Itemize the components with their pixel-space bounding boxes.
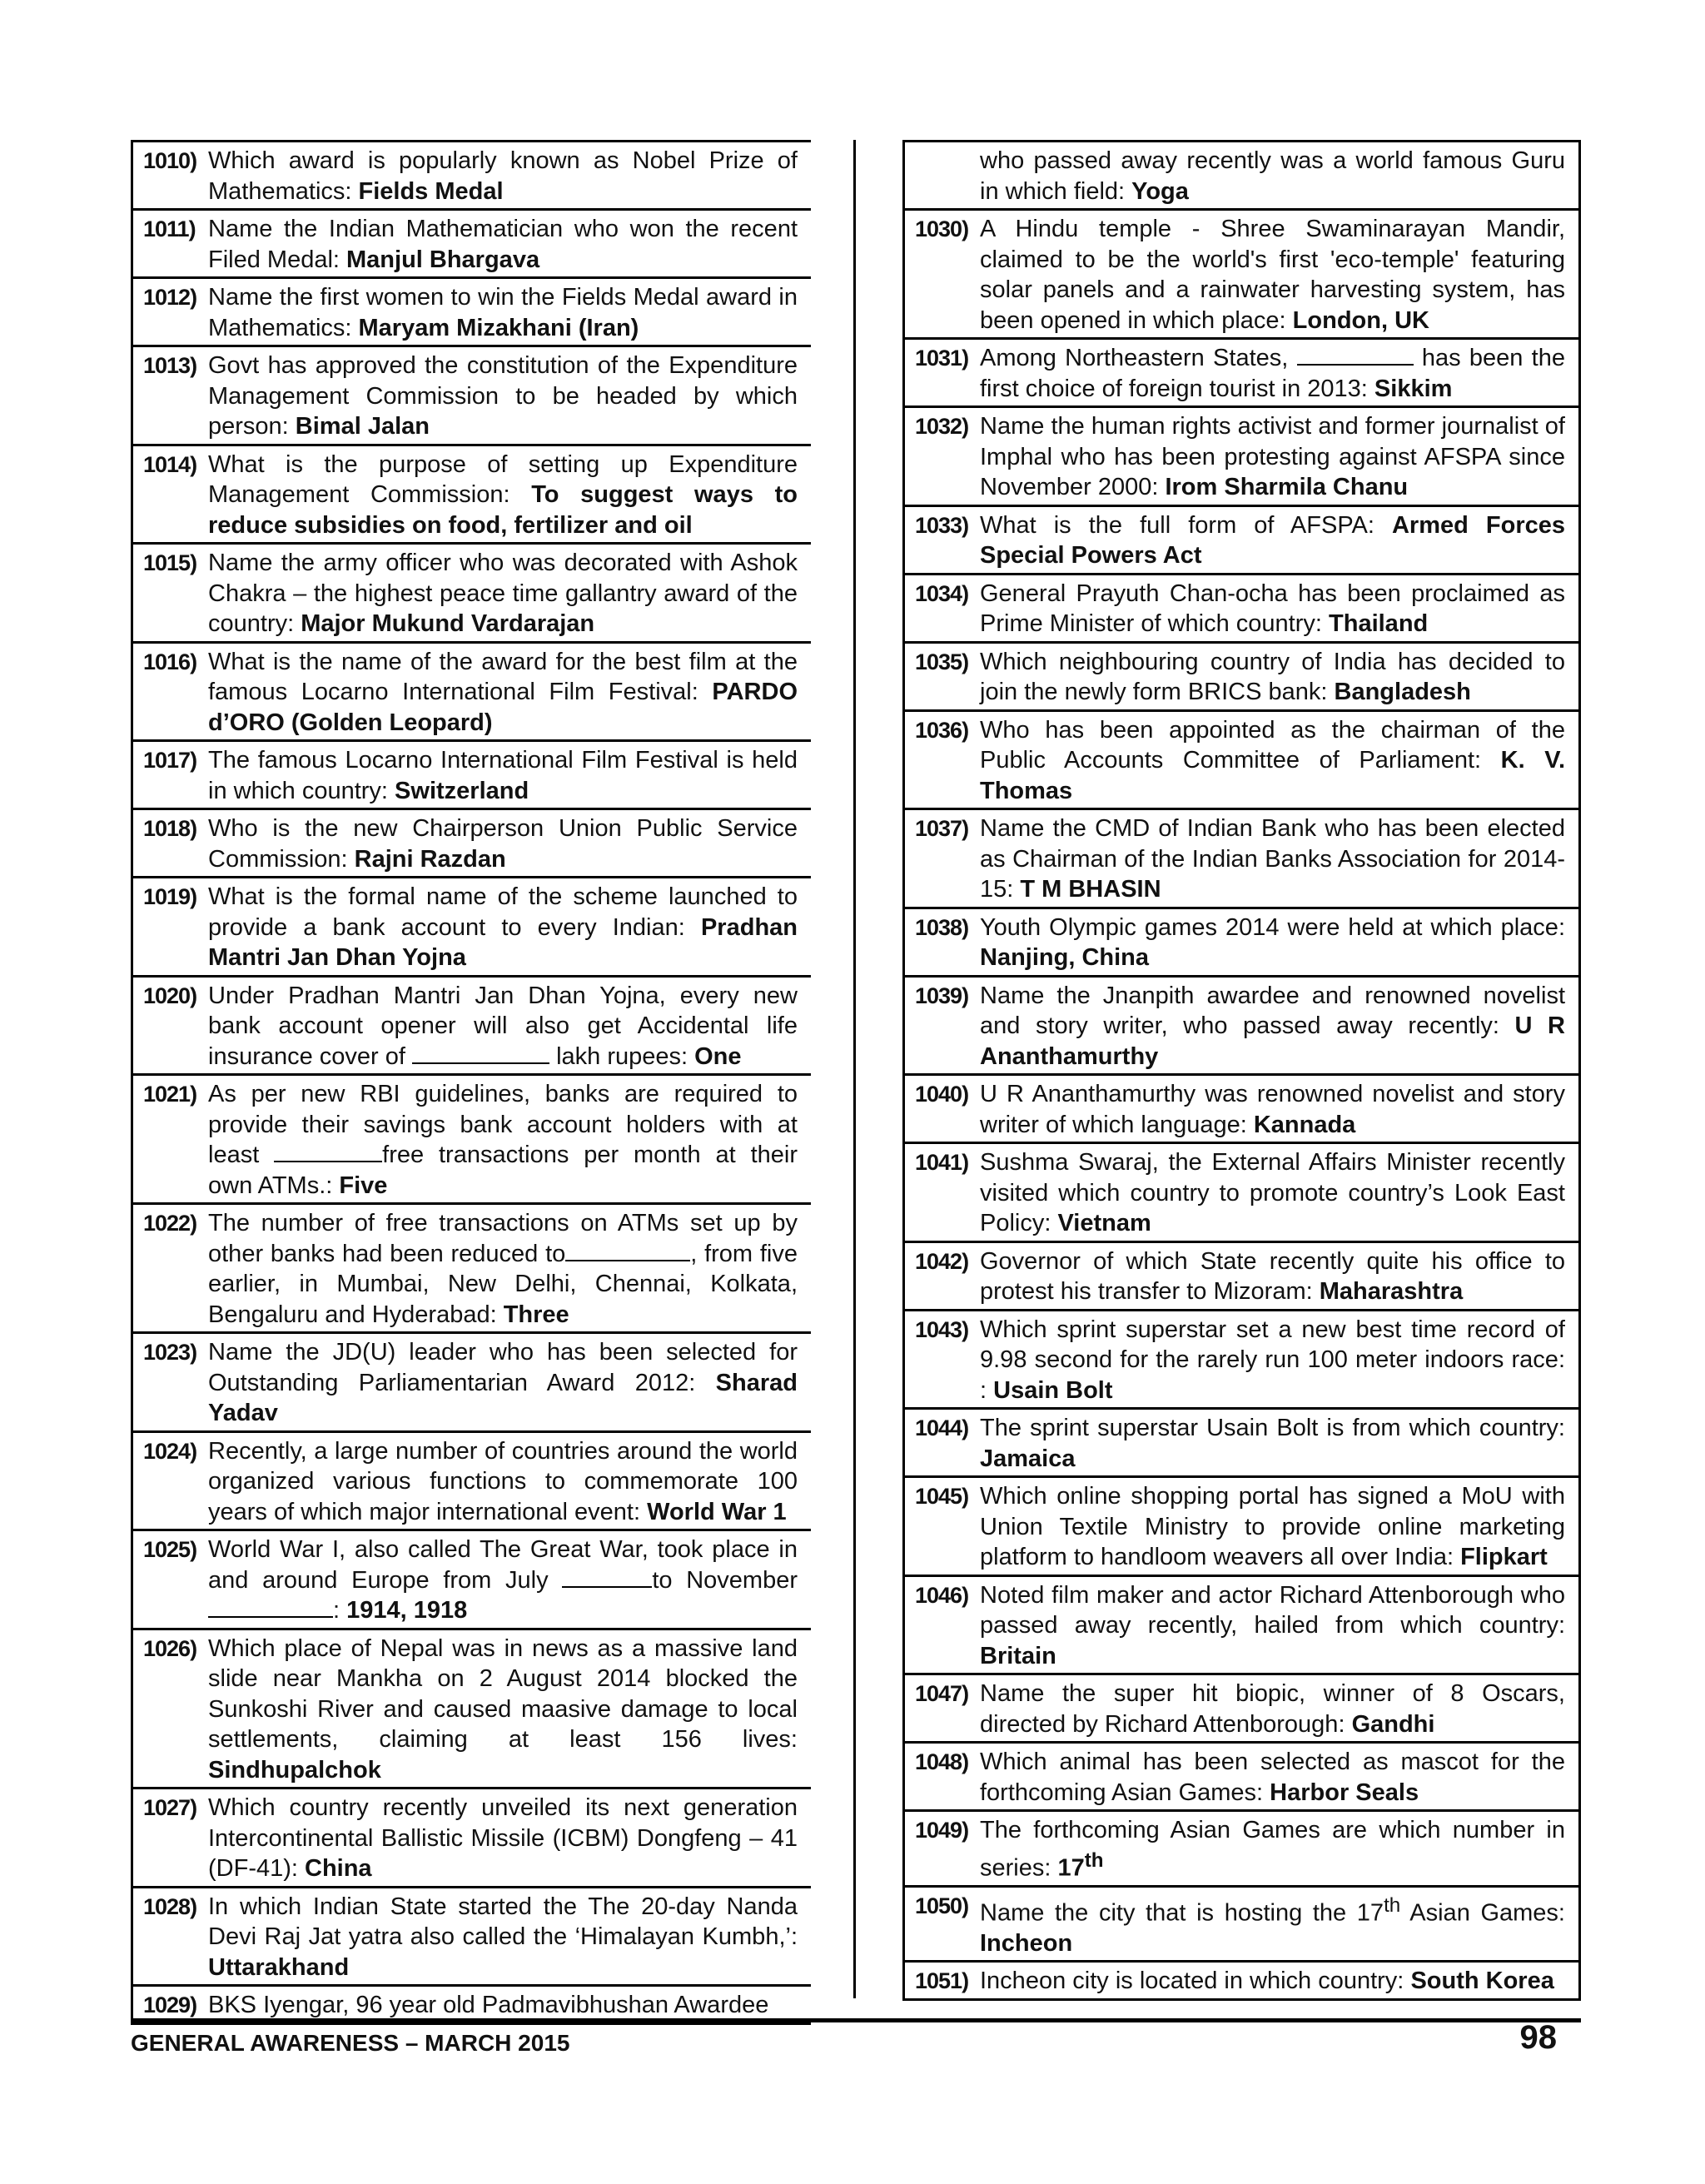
question-prompt: Name the JD(U) leader who has been selected for Outstanding Parliamentarian Award 2012: xyxy=(208,1339,798,1396)
answer: Yoga xyxy=(1131,177,1189,205)
question-prompt: What is the purpose of setting up Expenditure Management Commission: xyxy=(208,450,798,508)
question-number: 1017) xyxy=(143,748,197,773)
question-text xyxy=(980,981,1565,1072)
question-prompt: World War I, also called The Great War, took place in and around Europe from July xyxy=(208,1536,798,1594)
question-text xyxy=(980,1747,1565,1808)
question-prompt: As per new RBI guidelines, banks are required to provide their savings bank account holders with at least xyxy=(208,1081,798,1168)
answer-blank xyxy=(1297,346,1414,366)
question-text xyxy=(980,411,1565,503)
question-number: 1022) xyxy=(143,1211,197,1236)
question-number: 1011) xyxy=(143,216,196,241)
answer: Uttarakhand xyxy=(208,1953,350,1981)
question-prompt: Governor of which State recently quite his office to protest his transfer to Mizoram: xyxy=(980,1247,1565,1305)
answer: U R Ananthamurthy xyxy=(980,1012,1565,1070)
answer: Gandhi xyxy=(1351,1710,1435,1738)
question-prompt: Name the CMD of Indian Bank who has been elected as Chairman of the Indian Banks Association for 2014-15: xyxy=(980,815,1565,903)
question-prompt: Name the Indian Mathematician who won the recent Filed Medal: xyxy=(208,216,798,273)
answer-blank xyxy=(208,1598,333,1618)
question-number: 1019) xyxy=(143,884,197,909)
answer: Flipkart xyxy=(1460,1544,1548,1570)
answer: Fields Medal xyxy=(358,177,504,205)
question-prompt: Govt has approved the constitution of the Expenditure Management Commission to be headed by which person: xyxy=(208,352,798,440)
answer: Manjul Bhargava xyxy=(346,246,540,273)
question-prompt: Asian Games: xyxy=(1400,1899,1565,1927)
question-prompt: In which Indian State started the The 20-day Nanda Devi Raj Jat yatra also called the ‘Himalayan Kumbh,’: xyxy=(208,1893,798,1950)
answer: Irom Sharmila Chanu xyxy=(1165,474,1409,500)
question-text xyxy=(980,146,1565,206)
question-number: 1043) xyxy=(915,1316,969,1342)
answer-superscript: th xyxy=(1084,1848,1104,1872)
answer: Incheon xyxy=(980,1929,1073,1957)
question-number: 1026) xyxy=(143,1635,197,1661)
question-prompt: What is the name of the award for the best film at the famous Locarno International Film Festival: xyxy=(208,648,798,705)
question-text xyxy=(208,214,798,275)
page-number: 98 xyxy=(1519,2019,1557,2056)
question-number: 1038) xyxy=(915,914,969,940)
answer: Harbor Seals xyxy=(1270,1779,1419,1806)
question-number: 1046) xyxy=(915,1582,969,1608)
question-number: 1023) xyxy=(143,1340,197,1365)
question-number: 1028) xyxy=(143,1893,197,1919)
left-question-column xyxy=(131,140,811,2025)
question-row xyxy=(905,644,1578,712)
question-number: 1020) xyxy=(143,983,197,1008)
question-number: 1037) xyxy=(915,816,969,841)
question-number: 1021) xyxy=(143,1082,197,1107)
answer: Usain Bolt xyxy=(993,1376,1113,1404)
question-row xyxy=(905,142,1578,211)
footer-title: GENERAL AWARENESS – MARCH 2015 xyxy=(131,2030,570,2056)
question-row xyxy=(905,340,1578,408)
question-prompt: Name the city that is hosting the 17 xyxy=(980,1899,1384,1927)
question-row xyxy=(905,1478,1578,1577)
answer: Five xyxy=(339,1172,388,1199)
question-text xyxy=(980,1891,1565,1959)
question-number: 1025) xyxy=(143,1537,197,1562)
question-prompt: The sprint superstar Usain Bolt is from which country: xyxy=(980,1415,1565,1441)
question-text xyxy=(208,882,798,973)
question-text xyxy=(208,351,798,442)
answer-blank xyxy=(565,1241,690,1261)
question-number: 1033) xyxy=(915,512,969,538)
answer-blank xyxy=(562,1568,652,1588)
question-prompt: Which neighbouring country of India has decided to join the newly form BRICS bank: xyxy=(980,648,1565,705)
question-prompt: , from five earlier, in Mumbai, New Delhi, Chennai, Kolkata, Bengaluru and Hyderabad: xyxy=(208,1240,798,1328)
question-row xyxy=(133,1531,811,1630)
question-number: 1041) xyxy=(915,1150,969,1175)
question-prompt: Incheon city is located in which country: xyxy=(980,1968,1411,1995)
question-number: 1018) xyxy=(143,816,197,841)
question-text xyxy=(208,1634,798,1786)
question-prompt: What is the formal name of the scheme launched to provide a bank account to every Indian: xyxy=(208,883,798,941)
question-row xyxy=(133,347,811,446)
question-number: 1036) xyxy=(915,717,969,743)
answer: Britain xyxy=(980,1642,1056,1669)
column-divider xyxy=(853,140,856,1998)
question-number: 1015) xyxy=(143,550,197,575)
question-text xyxy=(980,1580,1565,1672)
question-prompt: Who has been appointed as the chairman of the Public Accounts Committee of Parliament: xyxy=(980,716,1565,774)
question-row xyxy=(133,279,811,347)
question-text xyxy=(208,282,798,343)
footer-rule xyxy=(131,2018,1581,2022)
question-row xyxy=(905,1144,1578,1243)
question-text xyxy=(208,1337,798,1429)
question-number: 1039) xyxy=(915,983,969,1008)
answer: Rajni Razdan xyxy=(354,845,506,873)
question-row xyxy=(133,644,811,743)
question-row xyxy=(133,978,811,1077)
answer: Jamaica xyxy=(980,1445,1076,1472)
question-prompt: BKS Iyengar, 96 year old Padmavibhushan Awardee xyxy=(208,1992,769,2018)
answer: Switzerland xyxy=(395,777,529,804)
question-row xyxy=(133,1630,811,1790)
question-text xyxy=(980,1315,1565,1406)
question-prompt: Youth Olympic games 2014 were held at which place: xyxy=(980,913,1565,941)
question-text xyxy=(208,647,798,739)
question-row xyxy=(905,1410,1578,1478)
question-number: 1029) xyxy=(143,1992,197,2017)
question-row xyxy=(905,1311,1578,1410)
answer: Maryam Mizakhani (Iran) xyxy=(358,314,639,341)
question-text xyxy=(980,813,1565,905)
question-text xyxy=(980,1679,1565,1739)
question-row xyxy=(133,742,811,810)
question-text xyxy=(980,1246,1565,1307)
question-row xyxy=(133,1888,811,1987)
question-text xyxy=(980,510,1565,571)
question-row xyxy=(133,878,811,978)
question-row xyxy=(905,507,1578,575)
question-number: 1051) xyxy=(915,1968,969,1994)
question-text xyxy=(980,1966,1565,1997)
question-row xyxy=(905,1812,1578,1888)
question-prompt: Sushma Swaraj, the External Affairs Minister recently visited which country to promote country’s Look East Policy: xyxy=(980,1149,1565,1236)
question-prompt: Name the army officer who was decorated with Ashok Chakra – the highest peace time gallantry award of the country: xyxy=(208,550,798,637)
question-row xyxy=(905,211,1578,340)
question-prompt: Name the super hit biopic, winner of 8 Oscars, directed by Richard Attenborough: xyxy=(980,1680,1565,1738)
answer: To suggest ways to reduce subsidies on food, fertilizer and oil xyxy=(208,481,798,539)
answer: World War 1 xyxy=(647,1498,787,1525)
question-number: 1040) xyxy=(915,1082,969,1107)
question-row xyxy=(133,211,811,279)
question-row xyxy=(133,1334,811,1433)
answer: 1914, 1918 xyxy=(346,1597,468,1624)
question-prompt: lakh rupees: xyxy=(549,1042,695,1070)
question-number: 1027) xyxy=(143,1795,197,1820)
question-row xyxy=(133,142,811,211)
question-text xyxy=(208,1892,798,1983)
answer: China xyxy=(305,1855,372,1882)
answer: Bimal Jalan xyxy=(295,413,430,440)
question-number: 1049) xyxy=(915,1818,969,1843)
question-row xyxy=(133,810,811,878)
question-prompt: to November xyxy=(652,1566,798,1594)
question-text xyxy=(980,579,1565,639)
question-number: 1045) xyxy=(915,1484,969,1509)
question-row xyxy=(905,712,1578,811)
question-prompt: Which online shopping portal has signed a MoU with Union Textile Ministry to provide online marketing platform to handloom weavers all over India: xyxy=(980,1483,1565,1570)
question-row xyxy=(905,909,1578,978)
question-row xyxy=(133,1076,811,1205)
question-row xyxy=(905,978,1578,1077)
question-prompt: Name the first women to win the Fields Medal award in Mathematics: xyxy=(208,284,798,341)
question-prompt: The forthcoming Asian Games are which number in series: xyxy=(980,1817,1565,1882)
question-row xyxy=(133,545,811,644)
question-text xyxy=(208,548,798,639)
question-prompt: Name the Jnanpith awardee and renowned novelist and story writer, who passed away recently: xyxy=(980,982,1565,1039)
question-row xyxy=(905,1076,1578,1144)
question-text xyxy=(980,1147,1565,1239)
answer-blank xyxy=(412,1044,549,1064)
question-prompt: A Hindu temple - Shree Swaminarayan Mandir, claimed to be the world's first 'eco-temple' featuring solar panels and a rainwater harvesting system, has been opened in which place: xyxy=(980,216,1565,334)
question-text xyxy=(208,1079,798,1201)
answer: Vietnam xyxy=(1057,1210,1151,1236)
answer: Nanjing, China xyxy=(980,944,1149,971)
question-prompt: Under Pradhan Mantri Jan Dhan Yojna, every new bank account opener will also get Accidental life insurance cover of xyxy=(208,982,798,1070)
question-number: 1013) xyxy=(143,353,197,378)
question-number: 1010) xyxy=(143,148,197,173)
question-text xyxy=(980,715,1565,807)
answer: Bangladesh xyxy=(1334,679,1471,705)
question-row xyxy=(905,1888,1578,1963)
question-number: 1048) xyxy=(915,1749,969,1774)
question-text xyxy=(208,1793,798,1884)
question-text xyxy=(980,1481,1565,1573)
question-prompt: Which animal has been selected as mascot for the forthcoming Asian Games: xyxy=(980,1749,1565,1806)
question-prompt: free transactions per month at their own ATMs.: xyxy=(208,1142,798,1199)
answer: Maharashtra xyxy=(1319,1278,1464,1305)
question-text xyxy=(208,1990,798,2021)
question-number: 1024) xyxy=(143,1438,197,1464)
answer: London, UK xyxy=(1292,306,1429,334)
question-number: 1012) xyxy=(143,285,197,310)
question-prompt: The famous Locarno International Film Festival is held in which country: xyxy=(208,747,798,804)
question-number: 1031) xyxy=(915,346,969,371)
question-prompt: : xyxy=(333,1597,347,1624)
answer: Kannada xyxy=(1253,1111,1356,1138)
right-question-column xyxy=(902,140,1581,2001)
question-prompt: Noted film maker and actor Richard Attenborough who passed away recently, hailed from which country: xyxy=(980,1581,1565,1639)
question-text xyxy=(208,981,798,1072)
answer-blank xyxy=(274,1142,382,1162)
question-row xyxy=(905,575,1578,644)
question-text xyxy=(980,913,1565,973)
answer: K. V. Thomas xyxy=(980,747,1565,804)
answer: 17 xyxy=(1057,1854,1085,1882)
question-row xyxy=(133,1433,811,1532)
answer: T M BHASIN xyxy=(1020,876,1161,903)
question-prompt: Recently, a large number of countries around the world organized various functions to commemorate 100 years of which major international event: xyxy=(208,1437,798,1525)
answer: One xyxy=(694,1042,742,1070)
answer: Armed Forces Special Powers Act xyxy=(980,511,1565,569)
question-text xyxy=(980,1079,1565,1140)
question-prompt: Who is the new Chairperson Union Public Service Commission: xyxy=(208,815,798,873)
question-prompt: who passed away recently was a world famous Guru in which field: xyxy=(980,147,1565,205)
question-row xyxy=(905,1243,1578,1311)
question-text xyxy=(980,214,1565,336)
question-text xyxy=(208,745,798,806)
superscript: th xyxy=(1384,1893,1401,1917)
answer: Major Mukund Vardarajan xyxy=(301,610,595,637)
question-row xyxy=(133,446,811,545)
question-prompt: The number of free transactions on ATMs set up by other banks had been reduced to xyxy=(208,1210,798,1267)
answer: PARDO d’ORO (Golden Leopard) xyxy=(208,679,798,736)
question-number: 1014) xyxy=(143,451,197,477)
question-number: 1035) xyxy=(915,649,969,674)
question-number: 1034) xyxy=(915,580,969,606)
question-text xyxy=(980,343,1565,404)
question-text xyxy=(208,1436,798,1528)
question-row xyxy=(133,1987,811,2022)
question-text xyxy=(208,813,798,874)
question-prompt: General Prayuth Chan-ocha has been proclaimed as Prime Minister of which country: xyxy=(980,580,1565,637)
answer: Sikkim xyxy=(1374,375,1453,402)
question-row xyxy=(905,1744,1578,1812)
question-number: 1047) xyxy=(915,1681,969,1706)
question-number: 1050) xyxy=(915,1893,969,1918)
question-prompt: Which country recently unveiled its next generation Intercontinental Ballistic Missile (ICBM) Dongfeng – 41 (DF-41): xyxy=(208,1794,798,1882)
question-row xyxy=(905,810,1578,909)
question-row xyxy=(133,1205,811,1334)
answer: Pradhan Mantri Jan Dhan Yojna xyxy=(208,913,798,971)
answer: Sindhupalchok xyxy=(208,1756,381,1784)
question-prompt: Which sprint superstar set a new best time record of 9.98 second for the rarely run 100 meter indoors race: : xyxy=(980,1316,1565,1404)
question-number: 1044) xyxy=(915,1415,969,1440)
question-row xyxy=(905,1963,1578,1998)
answer: Three xyxy=(503,1301,569,1328)
question-prompt: Which award is popularly known as Nobel Prize of Mathematics: xyxy=(208,147,798,205)
question-prompt: What is the full form of AFSPA: xyxy=(980,511,1392,539)
question-text xyxy=(980,647,1565,708)
question-prompt: has been the first choice of foreign tourist in 2013: xyxy=(980,345,1565,402)
answer: Thailand xyxy=(1329,610,1429,637)
question-text xyxy=(208,1535,798,1626)
question-row xyxy=(905,1675,1578,1744)
question-number: 1032) xyxy=(915,414,969,439)
question-row xyxy=(905,408,1578,507)
question-text xyxy=(208,1208,798,1330)
question-prompt: U R Ananthamurthy was renowned novelist and story writer of which language: xyxy=(980,1081,1565,1138)
question-number: 1042) xyxy=(915,1248,969,1274)
question-prompt: Among Northeastern States, xyxy=(980,345,1297,371)
answer: Sharad Yadav xyxy=(208,1369,798,1426)
answer: South Korea xyxy=(1410,1968,1554,1995)
question-prompt: Name the human rights activist and former journalist of Imphal who has been protesting against AFSPA since November 2000: xyxy=(980,413,1565,500)
question-text xyxy=(208,450,798,541)
question-number: 1030) xyxy=(915,216,969,241)
question-text xyxy=(208,146,798,206)
question-row xyxy=(905,1577,1578,1676)
question-text xyxy=(980,1815,1565,1883)
question-number: 1016) xyxy=(143,649,197,674)
question-text xyxy=(980,1413,1565,1474)
question-row xyxy=(133,1789,811,1888)
question-prompt: Which place of Nepal was in news as a massive land slide near Mankha on 2 August 2014 blocked the Sunkoshi River and caused maasive damage to local settlements, claiming at least 156 lives: xyxy=(208,1634,798,1753)
